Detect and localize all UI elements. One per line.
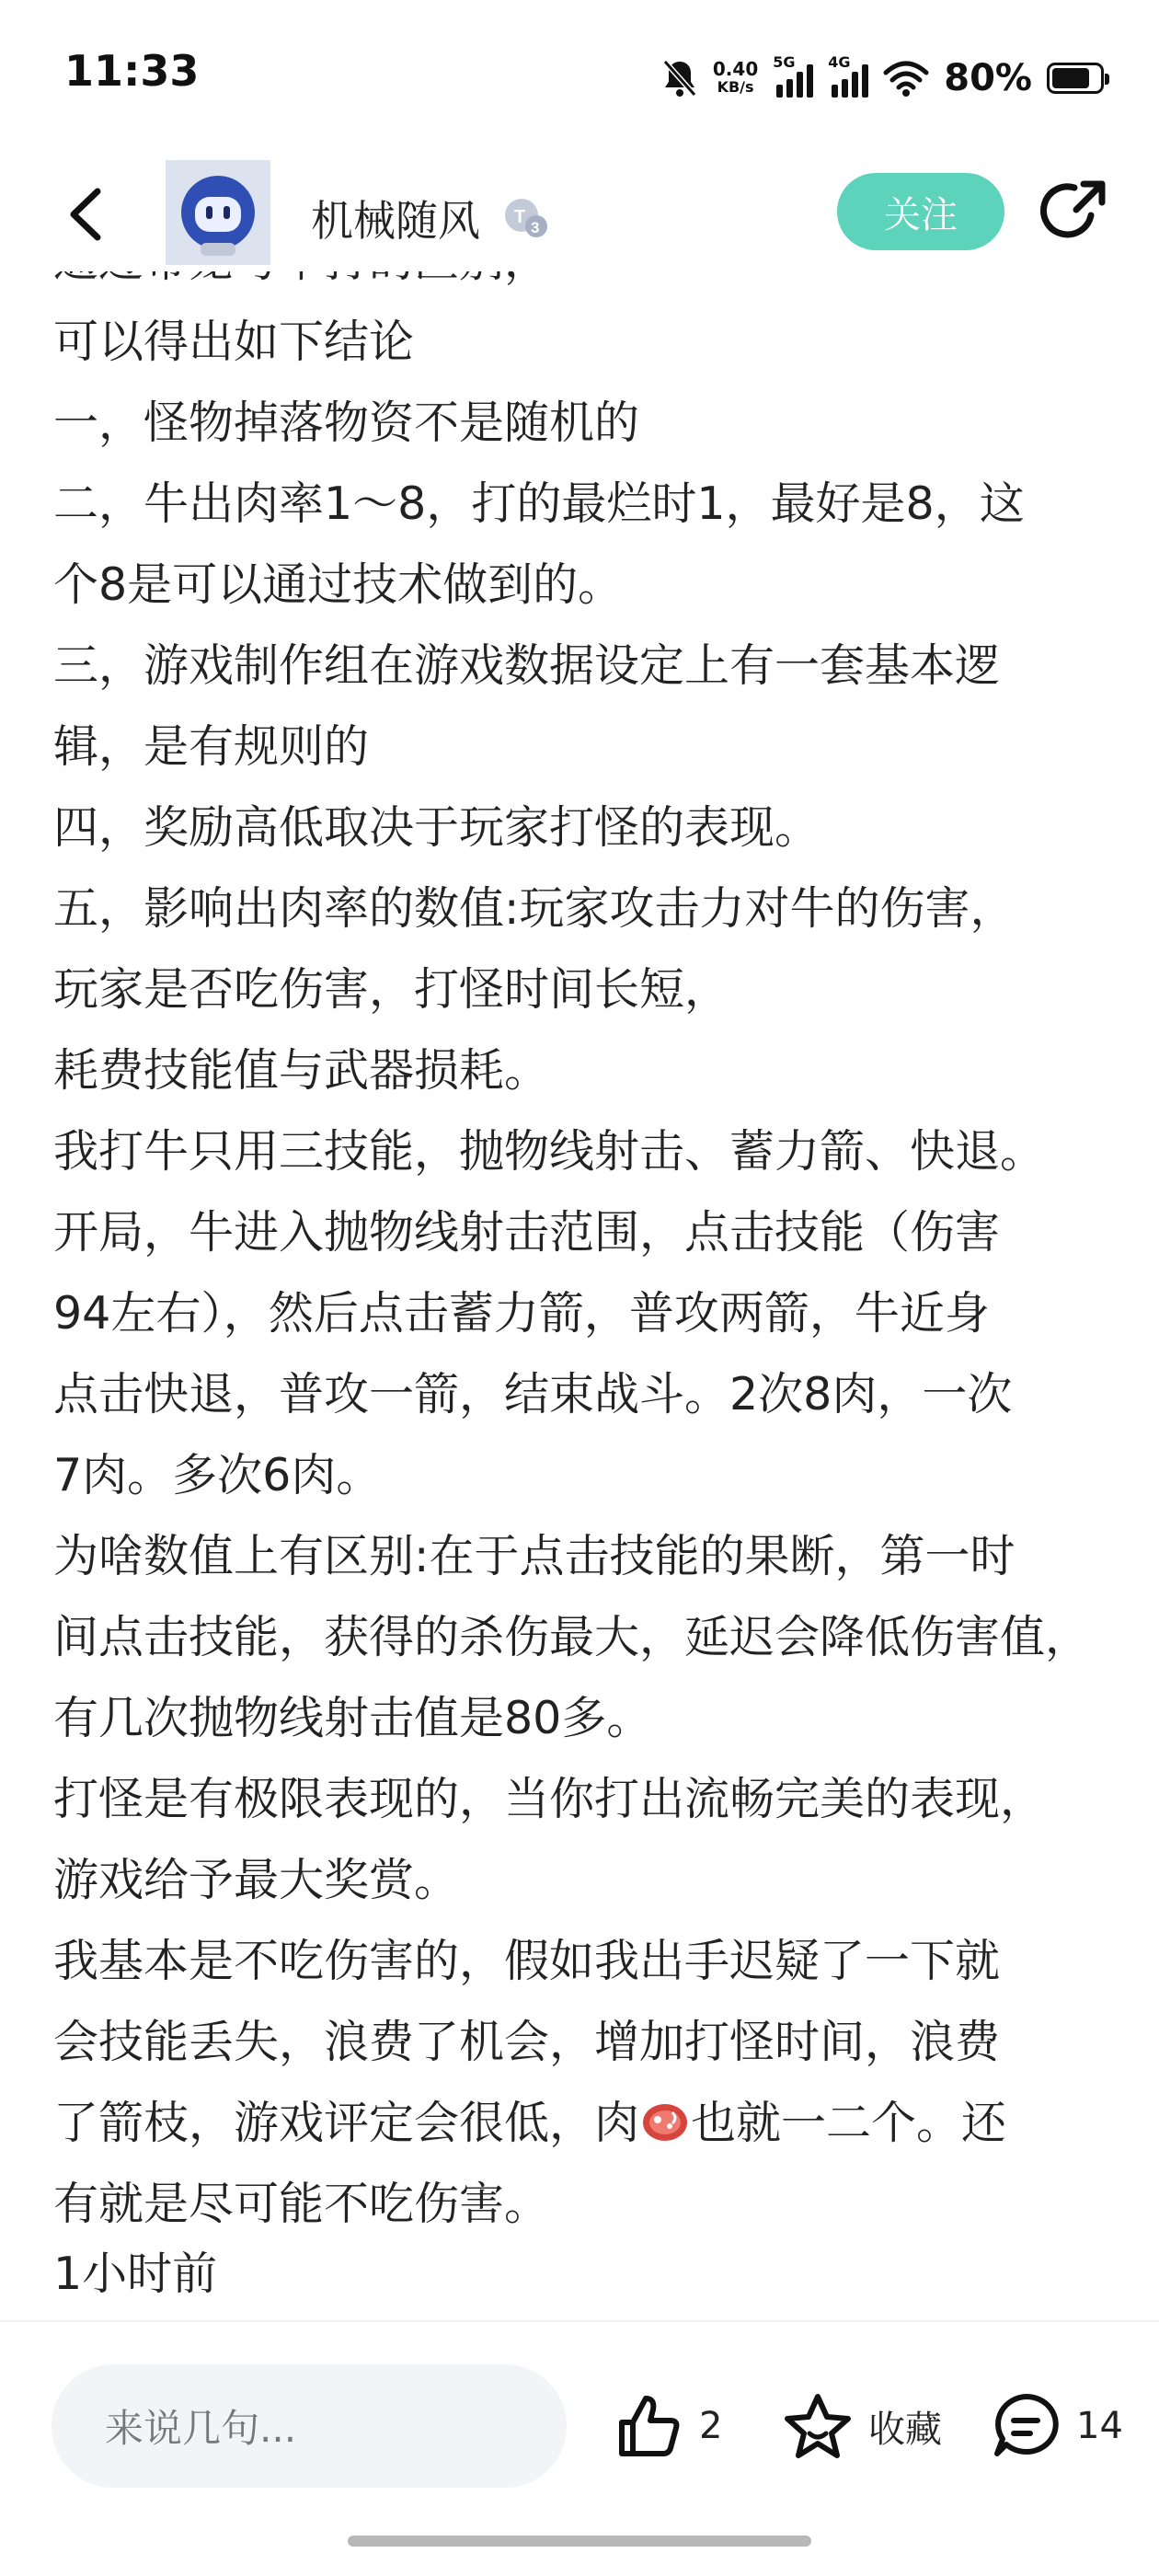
mute-bell-icon [661,58,698,98]
post-header [0,156,1159,271]
signal-5g-icon: 5G [773,59,813,98]
follow-button[interactable]: 关注 [837,173,1004,250]
username[interactable]: 机械随风 [311,196,480,246]
post-line: 开局，牛进入抛物线射击范围，点击技能（伤害 [53,1206,1001,1259]
status-bar [0,0,1159,156]
post-line: 游戏给予最大奖赏。 [53,1854,460,1906]
post-timestamp: 1小时前 [53,2248,218,2300]
post-line-with-emoji: 了箭枝，游戏评定会很低，肉 也就一二个。还 [53,2097,1007,2149]
post-line: 二，牛出肉率1～8，打的最烂时1，最好是8，这 [53,477,1025,530]
back-arrow-icon[interactable] [61,182,116,247]
avatar[interactable] [166,160,270,265]
favorite-button[interactable] [782,2375,942,2477]
post-line: 可以得出如下结论 [53,316,415,368]
comment-icon [992,2391,1061,2461]
post-line: 四，奖励高低取决于玩家打怪的表现。 [53,801,820,854]
post-line: 94左右），然后点击蓄力箭，普攻两箭，牛近身 [53,1287,990,1340]
post-line: 我打牛只用三技能，抛物线射击、蓄力箭、快退。 [53,1125,1046,1178]
post-line: 我基本是不吃伤害的，假如我出手迟疑了一下就 [53,1935,1001,1987]
network-speed: 0.40 KB/s [712,58,759,96]
home-indicator[interactable] [348,2536,811,2547]
post-line: 一，怪物掉落物资不是随机的 [53,397,640,449]
star-icon [782,2391,854,2461]
svg-text:3: 3 [531,219,540,236]
comment-input[interactable]: 来说几句... [52,2364,567,2488]
post-line: 耗费技能值与武器损耗。 [53,1044,550,1097]
meat-emoji-icon [639,2096,691,2147]
post-line: 有就是尽可能不吃伤害。 [53,2178,550,2230]
comment-count: 14 [1076,2405,1123,2447]
battery-percent: 80% [944,57,1032,99]
post-line: 辑，是有规则的 [53,720,370,773]
thumbs-up-icon [614,2391,684,2461]
svg-text:T: T [514,207,526,227]
like-count: 2 [699,2405,723,2447]
post-line: 玩家是否吃伤害，打怪时间长短， [53,963,730,1016]
post-line: 有几次抛物线射击值是80多。 [53,1692,652,1744]
post-content [53,267,1106,2318]
post-line: 三，游戏制作组在游戏数据设定上有一套基本逻 [53,639,1001,692]
level-badge-icon [501,193,549,241]
bottom-action-bar [0,2320,1159,2506]
post-line: 7肉。多次6肉。 [53,1449,382,1501]
share-icon[interactable] [1039,177,1109,247]
status-icons [661,51,1104,106]
comment-button[interactable] [992,2375,1123,2477]
post-line: 间点击技能，获得的杀伤最大，延迟会降低伤害值， [53,1611,1091,1663]
post-line: 为啥数值上有区别:在于点击技能的果断，第一时 [53,1530,1016,1582]
signal-4g-icon: 4G [828,59,868,98]
favorite-label: 收藏 [868,2408,942,2451]
like-button[interactable] [614,2375,722,2477]
post-line: 打怪是有极限表现的，当你打出流畅完美的表现， [53,1773,1046,1825]
post-line: 点击快退，普攻一箭，结束战斗。2次8肉，一次 [53,1368,1013,1420]
status-time: 11:33 [64,46,200,96]
wifi-icon [883,60,929,97]
battery-icon [1047,63,1104,94]
post-line: 会技能丢失，浪费了机会，增加打怪时间，浪费 [53,2016,1001,2068]
post-line: 五，影响出肉率的数值:玩家攻击力对牛的伤害， [53,882,1016,935]
post-line: 个8是可以通过技术做到的。 [53,558,624,611]
